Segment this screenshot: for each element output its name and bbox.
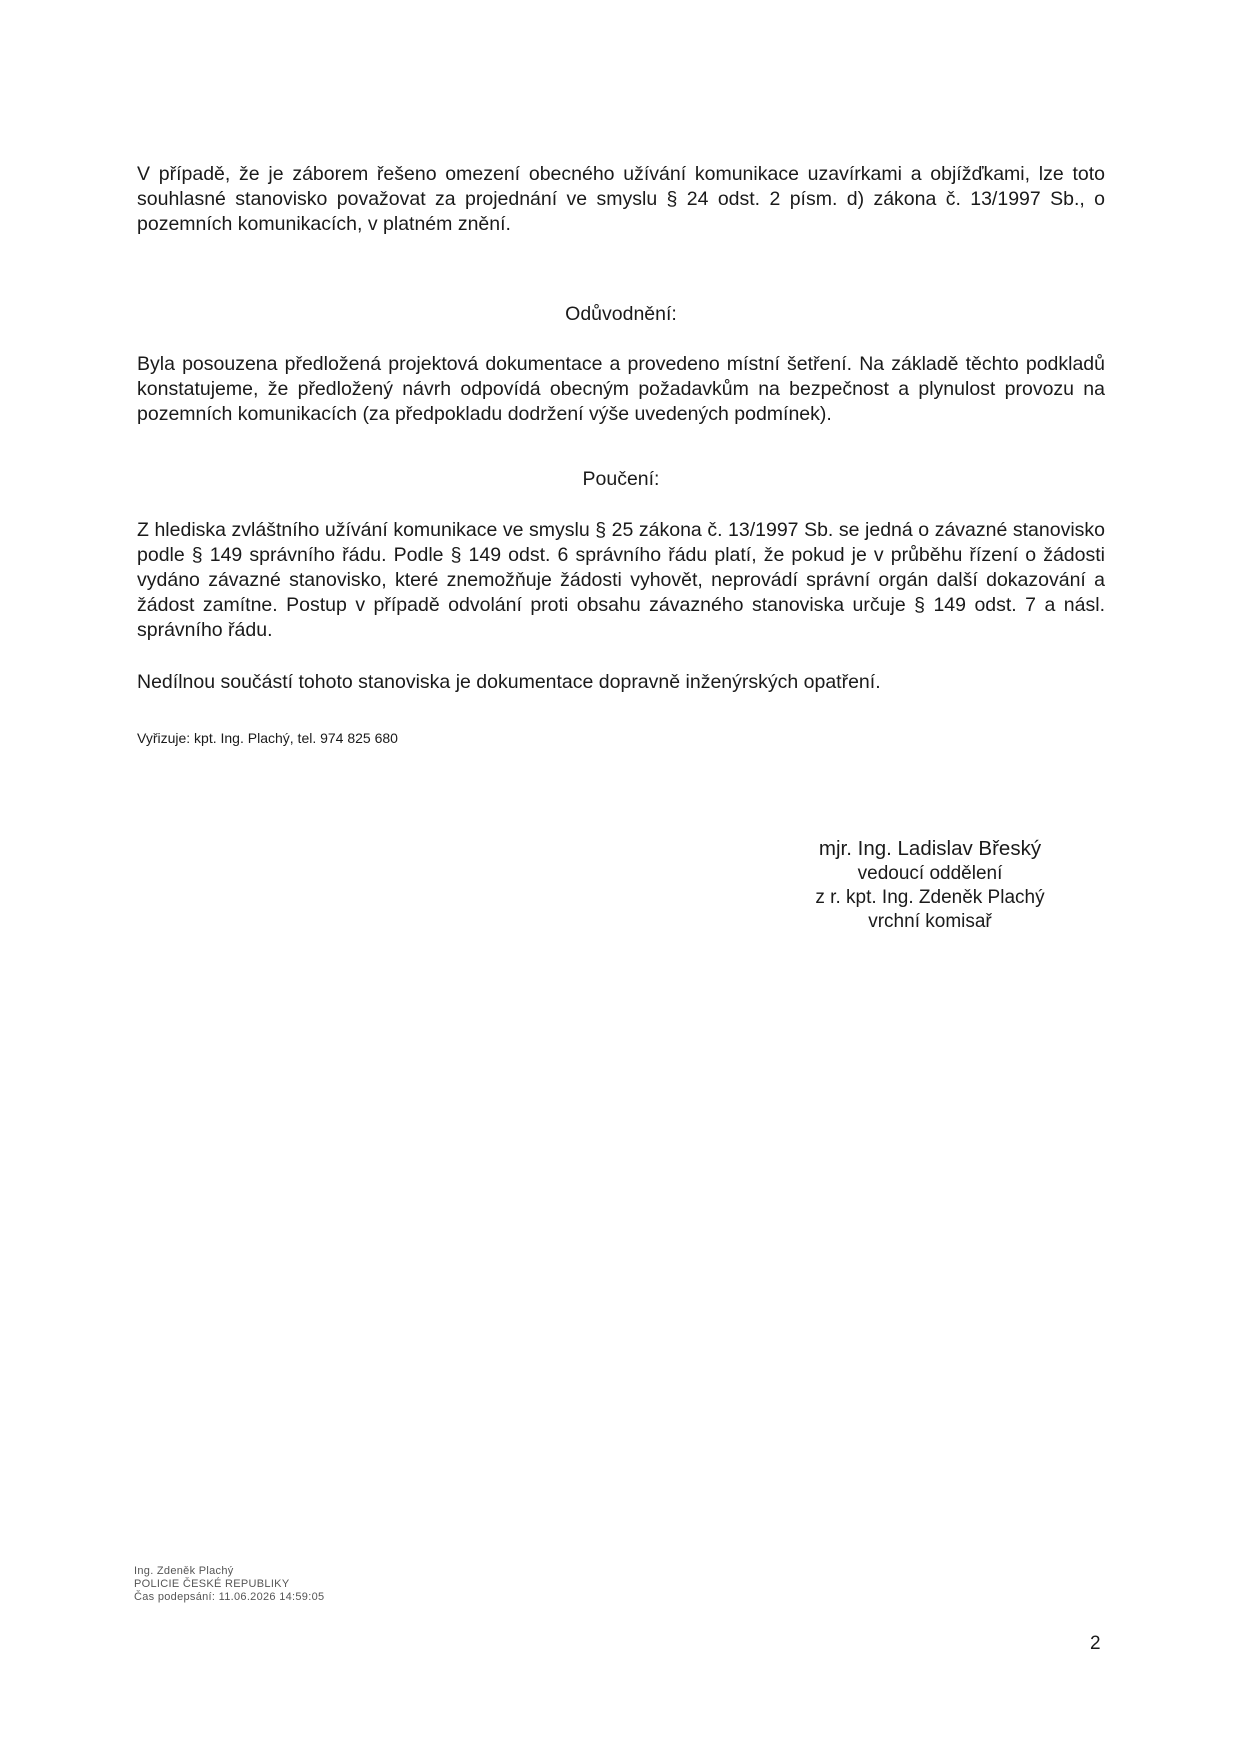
esign-organization: POLICIE ČESKÉ REPUBLIKY bbox=[134, 1578, 290, 1590]
paragraph-justification: Byla posouzena předložená projektová dokumentace a provedeno místní šetření. Na základě těchto podkladů konstatujeme, že předložený návrh odpovídá obecným požadavkům na bezpečnost a plynulost provozu na pozemních komunikacích (za předpokladu dodržení výše uvedených podmínek). bbox=[137, 353, 1105, 425]
heading-instruction: Poučení: bbox=[582, 468, 660, 490]
contact-info: Vyřizuje: kpt. Ing. Plachý, tel. 974 825 680 bbox=[137, 730, 398, 746]
paragraph-instruction: Z hlediska zvláštního užívání komunikace ve smyslu § 25 zákona č. 13/1997 Sb. se jedná o závazné stanovisko podle § 149 správního řádu. Podle § 149 odst. 6 správního řádu platí, že pokud je v průběhu řízení o žádosti vydáno závazné stanovisko, které znemožňuje žádosti vyhovět, neprovádí správní orgán další dokazování a žádost zamítne. Postup v případě odvolání proti obsahu závazného stanoviska určuje § 149 odst. 7 a násl. správního řádu. bbox=[137, 519, 1105, 641]
signatory-name: mjr. Ing. Ladislav Břeský bbox=[818, 837, 1042, 860]
esign-signer: Ing. Zdeněk Plachý bbox=[134, 1565, 234, 1577]
heading-justification: Odůvodnění: bbox=[565, 303, 677, 325]
signed-on-behalf: z r. kpt. Ing. Zdeněk Plachý bbox=[815, 887, 1045, 908]
esign-timestamp: Čas podepsání: 11.06.2026 14:59:05 bbox=[134, 1591, 325, 1603]
electronic-signature-stamp bbox=[134, 1565, 324, 1604]
paragraph-closure-consent: V případě, že je záborem řešeno omezení obecného užívání komunikace uzavírkami a objížďkami, lze toto souhlasné stanovisko považovat za projednání ve smyslu § 24 odst. 2 písm. d) zákona č. 13/1997 Sb., o pozemních komunikacích, v platném znění. bbox=[137, 163, 1105, 235]
signatory-rank: vrchní komisař bbox=[868, 911, 992, 932]
signatory-title: vedoucí oddělení bbox=[857, 863, 1003, 884]
paragraph-attachment-note: Nedílnou součástí tohoto stanoviska je dokumentace dopravně inženýrských opatření. bbox=[137, 671, 881, 693]
page-number: 2 bbox=[1090, 1633, 1101, 1654]
signature-block bbox=[780, 836, 1080, 934]
